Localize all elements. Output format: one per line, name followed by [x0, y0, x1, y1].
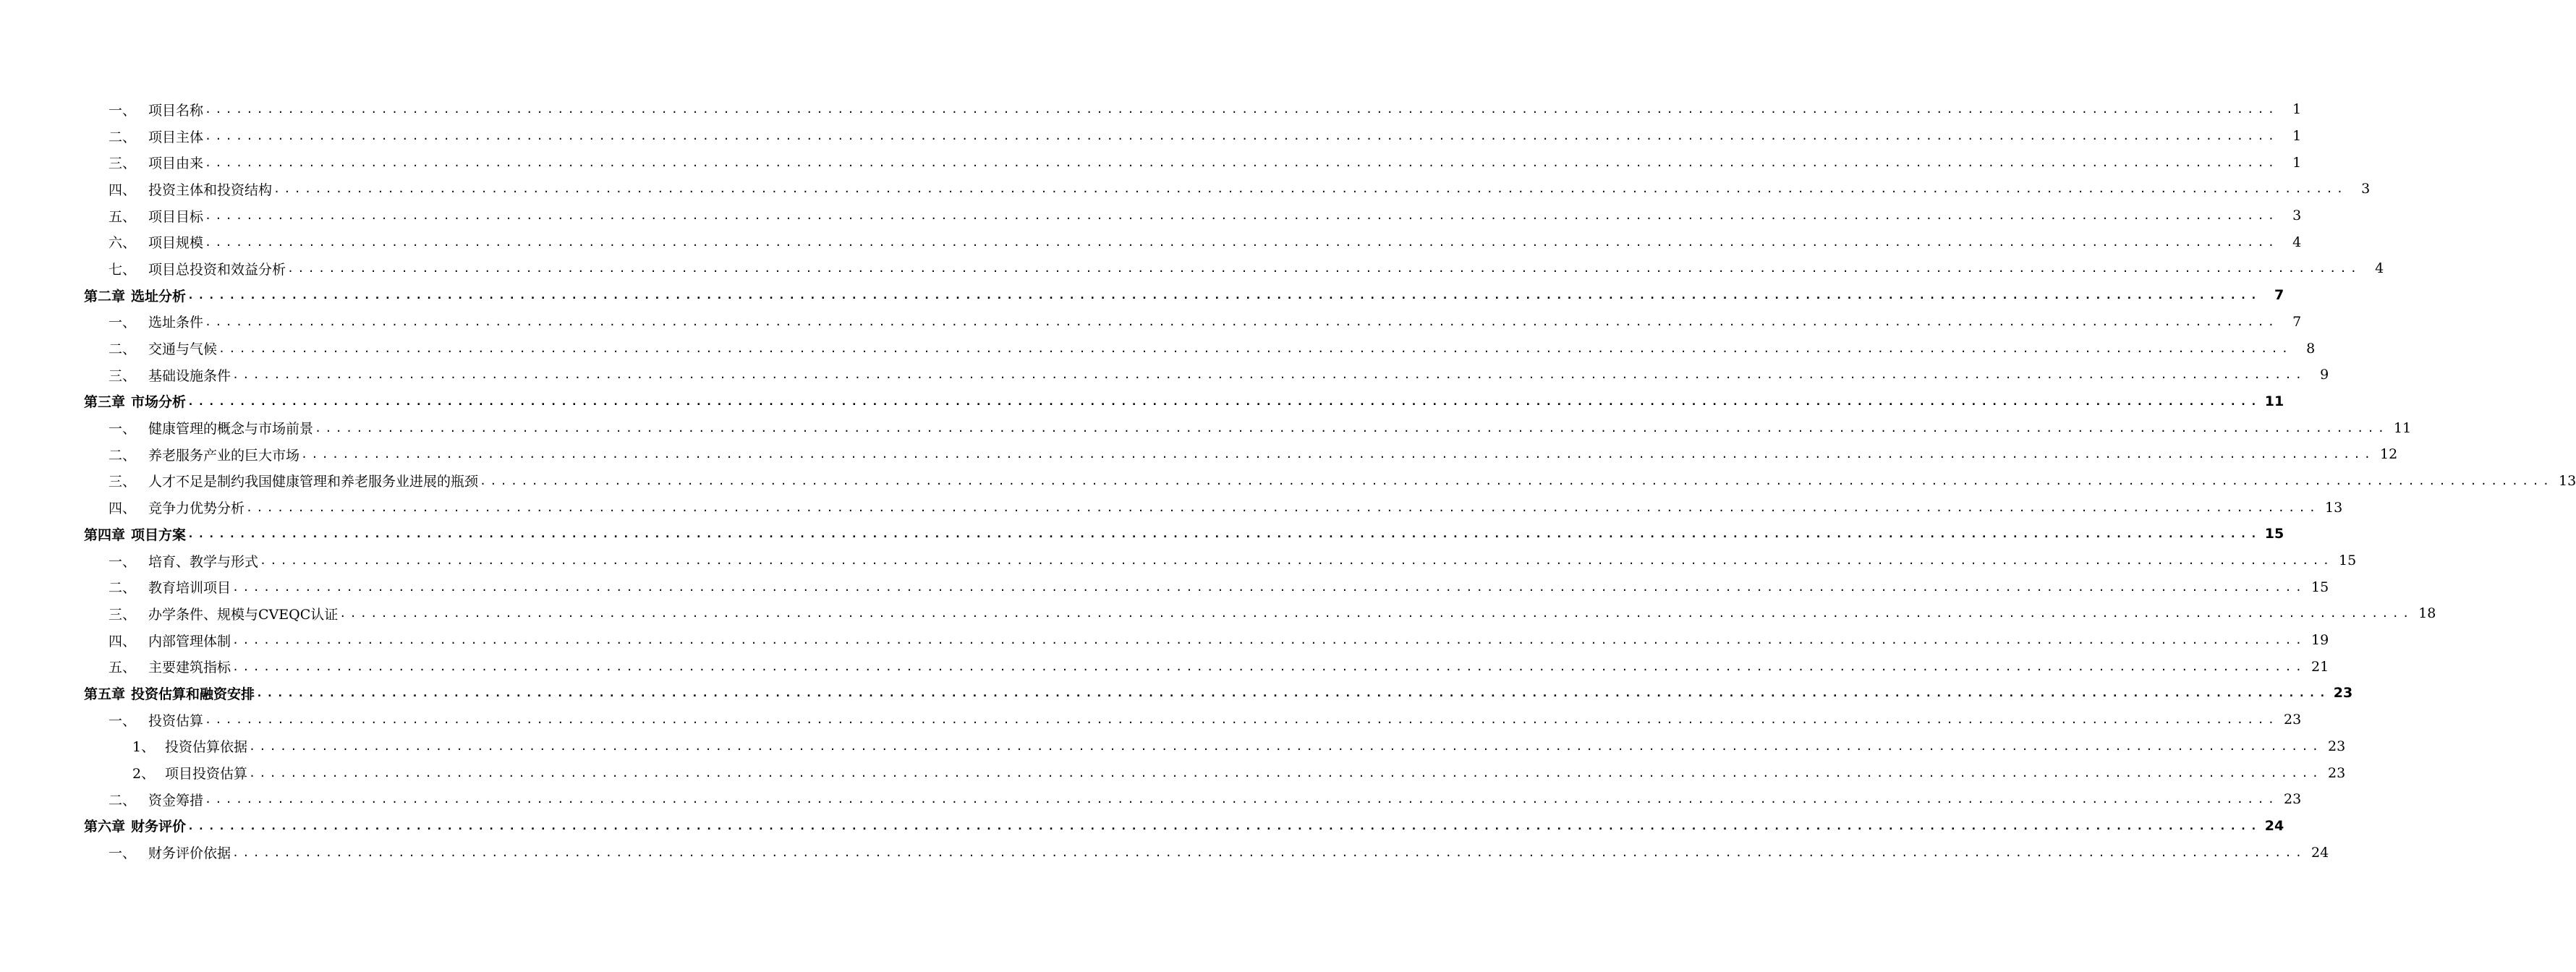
toc-entry-title: 内部管理体制: [148, 633, 231, 649]
dot-leader: ........................................................................................................................................................................................................: [187, 394, 2261, 408]
toc-entry-number: 1、: [132, 739, 156, 756]
toc-entry-number: 四、: [109, 182, 137, 198]
toc-entry-page-number: 15: [2311, 579, 2329, 595]
toc-entry-number: 2、: [132, 766, 156, 783]
toc-entry-page-number: 9: [2320, 367, 2329, 383]
toc-entry-title: 教育培训项目: [148, 580, 231, 597]
toc-entry-page-number: 13: [2324, 499, 2343, 516]
toc-entry-title: 投资主体和投资结构: [148, 182, 273, 198]
toc-entry-page-number: 18: [2418, 605, 2436, 622]
toc-entry-page-number: 12: [2379, 446, 2398, 463]
toc-entry-page-number: 23: [2283, 791, 2302, 808]
toc-entry-number: 二、: [109, 580, 137, 597]
toc-entry-page-number: 11: [2393, 419, 2412, 436]
dot-leader: ........................................................................................................................................................................................................: [273, 182, 2347, 196]
toc-entry[interactable]: [0, 733, 2346, 760]
dot-leader: ........................................................................................................................................................................................................: [187, 289, 2261, 302]
dot-leader: ........................................................................................................................................................................................................: [205, 315, 2279, 328]
toc-entry[interactable]: [0, 707, 2302, 733]
toc-entry-number: 二、: [109, 447, 137, 464]
toc-entry[interactable]: [0, 229, 2302, 255]
toc-entry-page-number: 23: [2283, 712, 2302, 728]
toc-entry-number: 四、: [109, 633, 137, 649]
toc-entry-title: 办学条件、规模与CVEQC认证: [148, 606, 339, 623]
toc-entry-page-number: 15: [2264, 526, 2284, 542]
dot-leader: ........................................................................................................................................................................................................: [480, 474, 2554, 487]
toc-entry-title: 项目投资估算: [165, 766, 248, 783]
toc-entry-title: 选址分析: [131, 288, 187, 304]
toc-entry-title: 项目由来: [148, 155, 204, 172]
dot-leader: ........................................................................................................................................................................................................: [205, 155, 2279, 169]
toc-entry-title: 培育、教学与形式: [148, 553, 259, 570]
toc-entry-title: 选址条件: [148, 315, 204, 331]
toc-entry-number: 二、: [109, 129, 137, 145]
toc-entry-number: 五、: [109, 208, 137, 225]
toc-entry-page-number: 23: [2333, 685, 2353, 702]
dot-leader: ........................................................................................................................................................................................................: [218, 341, 2292, 355]
toc-entry-title: 基础设施条件: [148, 367, 231, 384]
dot-leader: ........................................................................................................................................................................................................: [301, 448, 2375, 461]
toc-entry[interactable]: [0, 309, 2302, 336]
toc-entry-number: 第六章: [84, 819, 126, 835]
dot-leader: ........................................................................................................................................................................................................: [246, 500, 2320, 514]
toc-chapter-entry[interactable]: [0, 521, 2284, 547]
dot-leader: ........................................................................................................................................................................................................: [315, 421, 2389, 435]
dot-leader: ........................................................................................................................................................................................................: [260, 554, 2334, 568]
toc-entry-number: 一、: [109, 553, 137, 570]
toc-entry[interactable]: [0, 96, 2302, 123]
toc-entry[interactable]: [0, 627, 2329, 654]
toc-entry-page-number: 21: [2311, 658, 2329, 675]
dot-leader: ........................................................................................................................................................................................................: [187, 819, 2261, 832]
toc-entry-page-number: 1: [2292, 154, 2302, 171]
toc-entry-title: 项目总投资和效益分析: [148, 261, 286, 278]
toc-entry-title: 财务评价依据: [148, 845, 231, 862]
dot-leader: ........................................................................................................................................................................................................: [339, 607, 2413, 621]
toc-entry[interactable]: [0, 362, 2329, 388]
toc-entry-title: 市场分析: [131, 394, 187, 411]
dot-leader: ........................................................................................................................................................................................................: [256, 686, 2330, 700]
toc-entry-title: 项目主体: [148, 129, 204, 145]
toc-entry-title: 投资估算: [148, 712, 204, 729]
toc-entry[interactable]: [0, 786, 2302, 813]
dot-leader: ........................................................................................................................................................................................................: [249, 766, 2323, 780]
toc-entry-number: 三、: [109, 367, 137, 384]
toc-entry-number: 一、: [109, 712, 137, 729]
toc-entry-number: 三、: [109, 606, 137, 623]
dot-leader: ........................................................................................................................................................................................................: [232, 580, 2306, 594]
toc-entry[interactable]: [0, 547, 2357, 574]
toc-entry[interactable]: [0, 202, 2302, 229]
toc-chapter-entry[interactable]: [0, 282, 2284, 309]
toc-entry-page-number: 3: [2292, 208, 2302, 224]
toc-entry-page-number: 1: [2292, 128, 2302, 145]
toc-entry[interactable]: [0, 759, 2346, 786]
toc-entry-page-number: 11: [2264, 393, 2284, 409]
toc-chapter-entry[interactable]: [0, 813, 2284, 840]
toc-entry-number: 一、: [109, 421, 137, 438]
toc-entry-title: 健康管理的概念与市场前景: [148, 421, 314, 438]
toc-entry-number: 第三章: [84, 394, 126, 411]
toc-entry-number: 第四章: [84, 526, 126, 543]
toc-entry[interactable]: [0, 149, 2302, 176]
dot-leader: ........................................................................................................................................................................................................: [205, 793, 2279, 806]
toc-entry-number: 二、: [109, 792, 137, 809]
toc-entry[interactable]: [0, 123, 2302, 150]
dot-leader: ........................................................................................................................................................................................................: [232, 634, 2306, 647]
toc-entry-page-number: 23: [2327, 764, 2346, 781]
dot-leader: ........................................................................................................................................................................................................: [249, 739, 2323, 753]
toc-entry-number: 第五章: [84, 686, 126, 702]
toc-entry-number: 六、: [109, 235, 137, 252]
toc-entry-number: 第二章: [84, 288, 126, 304]
toc-entry[interactable]: [0, 839, 2329, 866]
toc-entry-page-number: 19: [2311, 632, 2329, 649]
dot-leader: ........................................................................................................................................................................................................: [205, 129, 2279, 143]
toc-entry-page-number: 1: [2292, 101, 2302, 118]
toc-entry-title: 项目方案: [131, 526, 187, 543]
toc-entry-page-number: 7: [2292, 313, 2302, 330]
toc-entry-title: 项目规模: [148, 235, 204, 252]
toc-entry-number: 七、: [109, 261, 137, 278]
toc-entry-title: 资金筹措: [148, 792, 204, 809]
toc-entry-page-number: 4: [2292, 234, 2302, 250]
toc-entry[interactable]: [0, 653, 2329, 680]
toc-entry-number: 二、: [109, 341, 137, 358]
dot-leader: ........................................................................................................................................................................................................: [232, 660, 2306, 673]
toc-entry-page-number: 23: [2327, 738, 2346, 754]
dot-leader: ........................................................................................................................................................................................................: [187, 527, 2261, 541]
toc-entry-title: 主要建筑指标: [148, 660, 231, 676]
dot-leader: ........................................................................................................................................................................................................: [205, 103, 2279, 116]
toc-entry-page-number: 24: [2264, 817, 2284, 834]
toc-entry-page-number: 8: [2306, 340, 2316, 357]
toc-entry[interactable]: [0, 335, 2316, 362]
toc-entry-title: 竞争力优势分析: [148, 500, 245, 517]
toc-entry-title: 财务评价: [131, 819, 187, 835]
toc-entry[interactable]: [0, 494, 2343, 521]
toc-entry-number: 五、: [109, 660, 137, 676]
toc-entry-title: 投资估算和融资安排: [131, 686, 255, 702]
toc-entry-number: 一、: [109, 845, 137, 862]
toc-chapter-entry[interactable]: [0, 388, 2284, 415]
toc-entry-number: 一、: [109, 315, 137, 331]
toc-entry[interactable]: [0, 176, 2371, 202]
toc-entry-page-number: 24: [2311, 844, 2329, 861]
toc-entry-number: 三、: [109, 474, 137, 490]
toc-entry[interactable]: [0, 468, 2576, 495]
toc-chapter-entry[interactable]: [0, 680, 2353, 707]
dot-leader: ........................................................................................................................................................................................................: [205, 713, 2279, 727]
toc-entry[interactable]: [0, 255, 2384, 282]
table-of-contents: [0, 96, 2576, 866]
toc-entry[interactable]: [0, 414, 2412, 441]
toc-entry-number: 一、: [109, 102, 137, 119]
toc-entry[interactable]: [0, 441, 2398, 468]
dot-leader: ........................................................................................................................................................................................................: [205, 235, 2279, 249]
toc-entry[interactable]: [0, 600, 2436, 627]
toc-entry-page-number: 13: [2558, 472, 2576, 489]
toc-entry-page-number: 7: [2274, 287, 2284, 304]
toc-entry-title: 项目目标: [148, 208, 204, 225]
toc-entry-title: 人才不足是制约我国健康管理和养老服务业进展的瓶颈: [148, 474, 479, 490]
dot-leader: ........................................................................................................................................................................................................: [232, 368, 2306, 382]
toc-entry-title: 养老服务产业的巨大市场: [148, 447, 300, 464]
dot-leader: ........................................................................................................................................................................................................: [287, 262, 2361, 276]
toc-entry-title: 交通与气候: [148, 341, 218, 358]
toc-entry-page-number: 4: [2375, 260, 2384, 277]
dot-leader: ........................................................................................................................................................................................................: [205, 209, 2279, 223]
toc-entry-page-number: 3: [2361, 181, 2371, 197]
dot-leader: ........................................................................................................................................................................................................: [232, 845, 2306, 859]
toc-entry-title: 投资估算依据: [165, 739, 248, 756]
toc-entry[interactable]: [0, 574, 2329, 600]
toc-entry-title: 项目名称: [148, 102, 204, 119]
toc-entry-number: 四、: [109, 500, 137, 517]
toc-entry-page-number: 15: [2338, 553, 2357, 569]
toc-entry-number: 三、: [109, 155, 137, 172]
